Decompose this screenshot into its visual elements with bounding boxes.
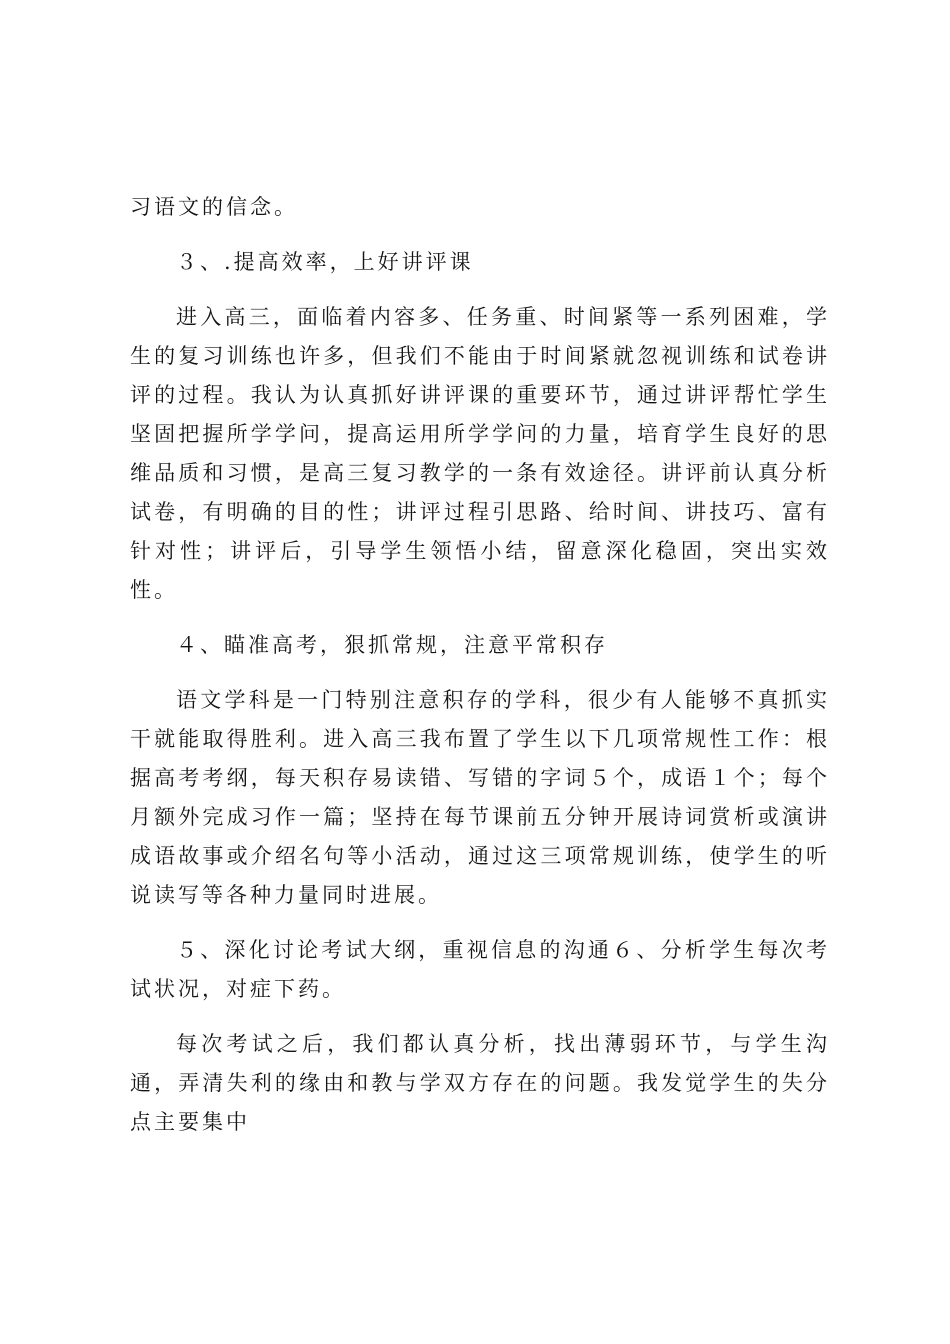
paragraph-exam-analysis: 每次考试之后，我们都认真分析，找出薄弱环节，与学生沟通，弄清失利的缘由和教与学双方存在的问题。我发觉学生的失分点主要集中: [130, 1032, 830, 1134]
paragraph-routine-work: 语文学科是一门特别注意积存的学科，很少有人能够不真抓实干就能取得胜利。进入高三我布置了学生以下几项常规性工作：根据高考考纲，每天积存易读错、写错的字词５个，成语１个；每个月额外完成习作一篇；坚持在每节课前五分钟开展诗词赏析或演讲成语故事或介绍名句等小活动，通过这三项常规训练，使学生的听说读写等各种力量同时进展。: [130, 688, 830, 907]
section-heading-4: ４、瞄准高考，狠抓常规，注意平常积存: [176, 633, 608, 657]
paragraph-continuation: 习语文的信念。: [130, 195, 298, 219]
section-heading-5-6: ５、深化讨论考试大纲，重视信息的沟通６、分析学生每次考试状况，对症下药。: [130, 938, 830, 1001]
body-text: [130, 188, 830, 1142]
paragraph-review-lessons: 进入高三，面临着内容多、任务重、时间紧等一系列困难，学生的复习训练也许多，但我们不能由于时间紧就忽视训练和试卷讲评的过程。我认为认真抓好讲评课的重要环节，通过讲评帮忙学生坚固把握所学学问，提高运用所学学问的力量，培育学生良好的思维品质和习惯，是高三复习教学的一条有效途径。讲评前认真分析试卷，有明确的目的性；讲评过程引思路、给时间、讲技巧、富有针对性；讲评后，引导学生领悟小结，留意深化稳固，突出实效性。: [130, 305, 830, 602]
section-heading-3: ３、.提高效率，上好讲评课: [176, 250, 474, 274]
